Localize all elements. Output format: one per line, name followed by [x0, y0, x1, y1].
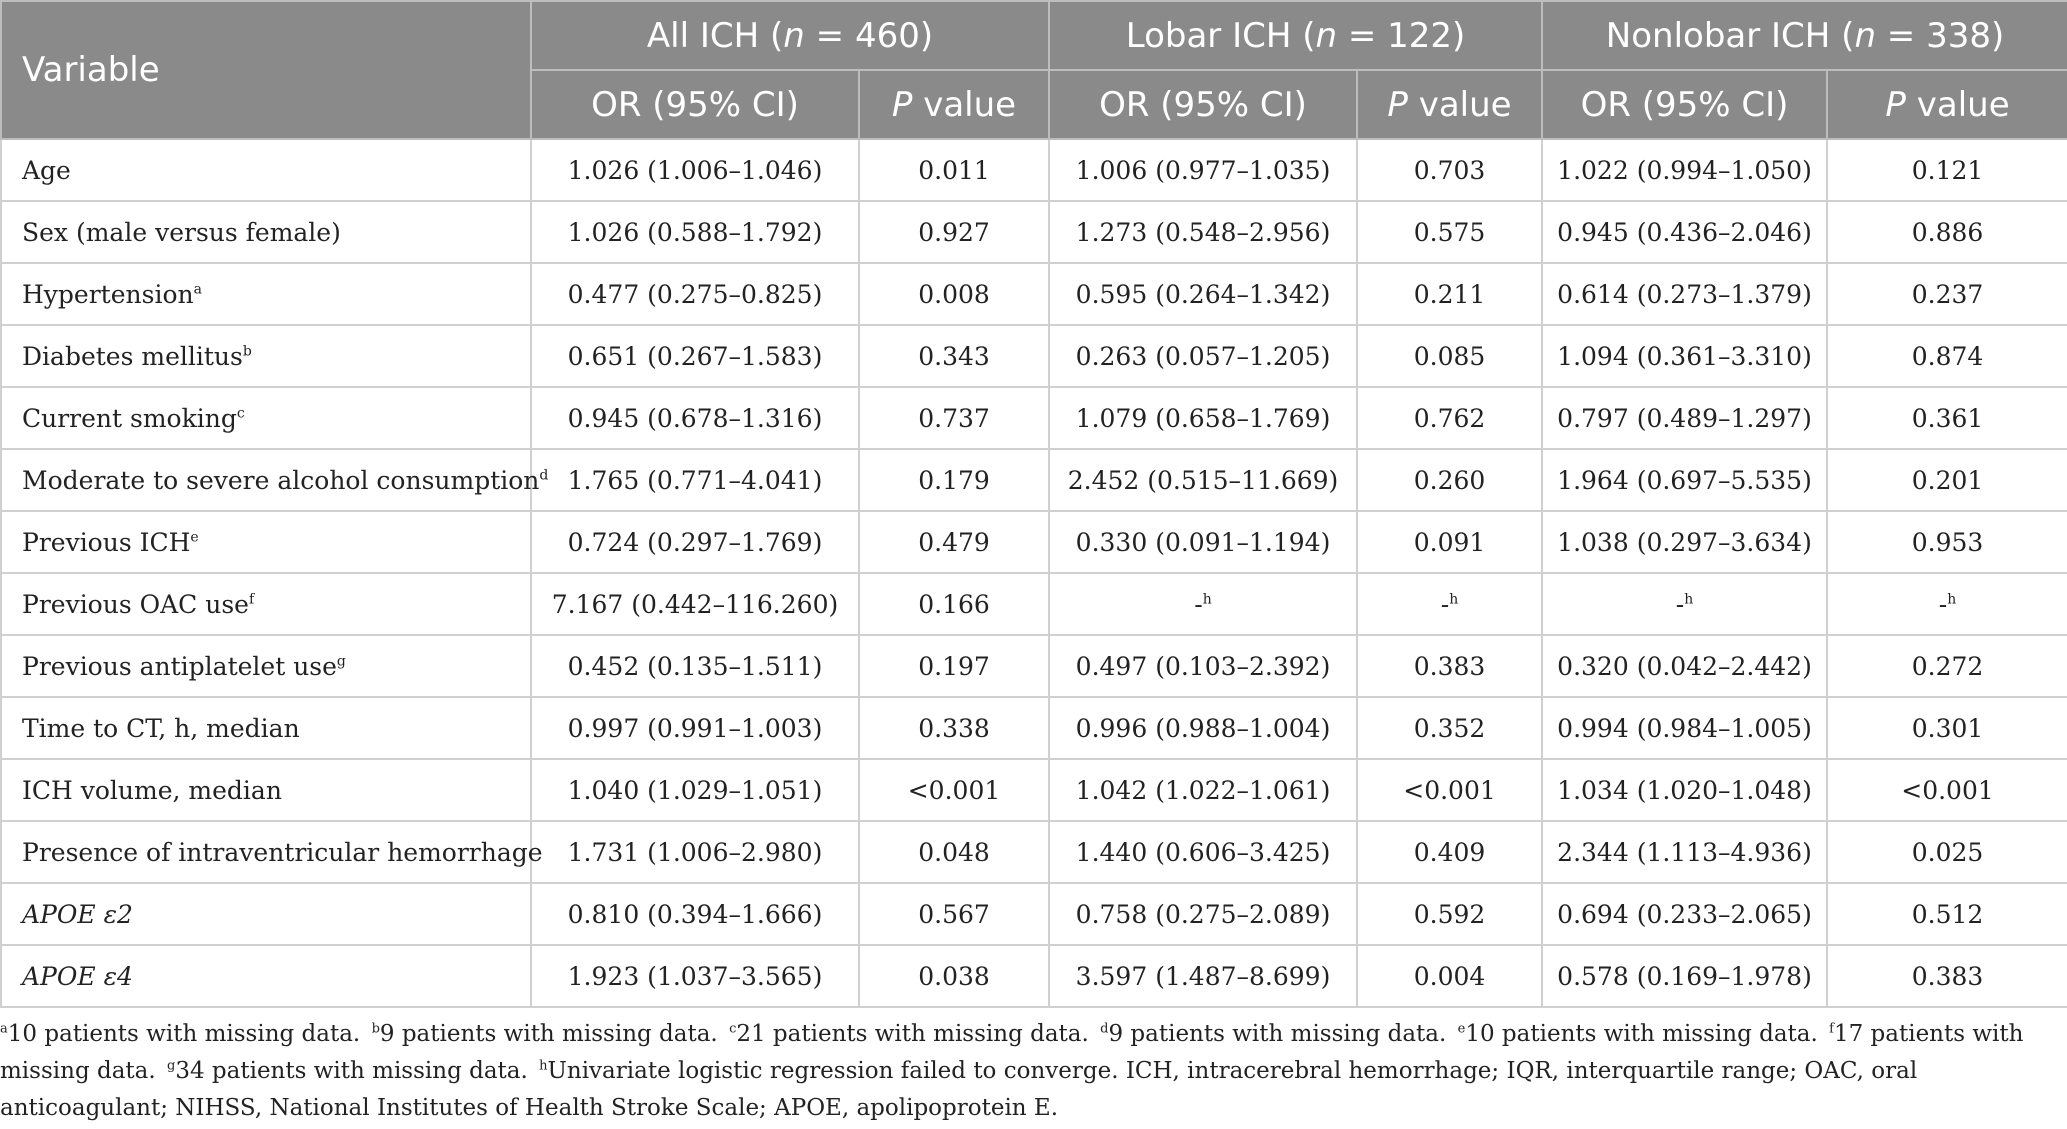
footnote-text: 9 patients with missing data.	[379, 1021, 718, 1047]
variable-label: Presence of intraventricular hemorrhage	[22, 837, 543, 867]
group-n-label: n	[783, 15, 805, 56]
variable-column-header: Variable	[1, 1, 531, 139]
p-value-cell: <0.001	[1357, 759, 1542, 821]
p-value-cell: 0.592	[1357, 883, 1542, 945]
table-row	[1, 697, 2067, 759]
group-header-lobar-ich	[1049, 1, 1542, 70]
footnote-text: Univariate logistic regression failed to converge. ICH, intracerebral hemorrhage; IQR, interquartile range; OAC, oral anticoagulant; NIHSS, National Institutes of Health Stroke Scale; APOE, apolipoprotein E.	[0, 1058, 1918, 1121]
footnote-mark: b	[242, 343, 252, 360]
variable-cell	[1, 821, 543, 883]
table-row	[1, 883, 2067, 945]
group-n-label: n	[1315, 15, 1338, 56]
p-value-cell: 0.011	[859, 139, 1049, 201]
p-value-header: P value	[859, 70, 1049, 139]
footnote	[729, 1021, 1089, 1047]
group-n-label: n	[1854, 15, 1876, 56]
variable-label: APOE ε4	[22, 961, 133, 991]
or-ci-cell: 2.452 (0.515–11.669)	[1049, 449, 1357, 511]
p-value-header: P value	[1357, 70, 1542, 139]
table-row	[1, 387, 2067, 449]
or-ci-cell: 0.810 (0.394–1.666)	[531, 883, 859, 945]
p-value-cell: 0.008	[859, 263, 1049, 325]
or-ci-cell: 1.034 (1.020–1.048)	[1542, 759, 1827, 821]
p-value-cell: 0.260	[1357, 449, 1542, 511]
or-ci-cell: 0.996 (0.988–1.004)	[1049, 697, 1357, 759]
footnote-text: 10 patients with missing data.	[7, 1021, 361, 1047]
group-header-nonlobar-ich	[1542, 1, 2067, 70]
variable-cell	[1, 573, 531, 635]
footnote-text: 17 patients with missing data.	[0, 1021, 2024, 1084]
or-ci-cell: 0.945 (0.678–1.316)	[531, 387, 859, 449]
p-value-cell: 0.038	[859, 945, 1049, 1007]
p-value-cell: 0.179	[859, 449, 1049, 511]
group-header-all-ich	[531, 1, 1049, 70]
or-ci-cell: 1.006 (0.977–1.035)	[1049, 139, 1357, 201]
or-ci-cell: 1.026 (1.006–1.046)	[531, 139, 859, 201]
footnote-mark: f	[248, 591, 255, 608]
variable-cell	[1, 945, 531, 1007]
p-value-cell: 0.703	[1357, 139, 1542, 201]
or-ci-cell: 1.038 (0.297–3.634)	[1542, 511, 1827, 573]
p-value-cell: 0.343	[859, 325, 1049, 387]
group-n-text: = 460)	[804, 15, 934, 56]
or-ci-cell: -$^h$	[1049, 573, 1357, 635]
table-row	[1, 449, 2067, 511]
or-ci-cell: 0.724 (0.297–1.769)	[531, 511, 859, 573]
group-n-text: = 338)	[1876, 15, 2005, 56]
variable-label: Diabetes mellitus	[22, 341, 243, 371]
or-ci-cell: 3.597 (1.487–8.699)	[1049, 945, 1357, 1007]
p-value-cell: 0.567	[859, 883, 1049, 945]
footnote-mark: e	[1457, 1021, 1466, 1037]
p-value-cell: 0.383	[1827, 945, 2067, 1007]
table-row	[1, 945, 2067, 1007]
p-value-cell: 0.197	[859, 635, 1049, 697]
footnote-mark: c	[236, 405, 245, 422]
footnote-mark: b	[371, 1021, 380, 1037]
variable-label: Previous ICH	[22, 527, 191, 557]
p-value-cell: -$^h$	[1827, 573, 2067, 635]
p-value-cell: 0.211	[1357, 263, 1542, 325]
group-label: All ICH (	[646, 15, 784, 56]
p-value-cell: 0.048	[859, 821, 1049, 883]
footnote-text: 10 patients with missing data.	[1465, 1021, 1818, 1047]
p-value-cell: 0.121	[1827, 139, 2067, 201]
or-ci-cell: 1.094 (0.361–3.310)	[1542, 325, 1827, 387]
or-ci-cell: 1.079 (0.658–1.769)	[1049, 387, 1357, 449]
footnote-mark: d	[539, 467, 549, 484]
table-row	[1, 139, 2067, 201]
or-ci-cell: 0.578 (0.169–1.978)	[1542, 945, 1827, 1007]
p-value-header: P value	[1827, 70, 2067, 139]
footnote	[1100, 1021, 1446, 1047]
p-value-cell: 0.166	[859, 573, 1049, 635]
or-ci-cell: 1.964 (0.697–5.535)	[1542, 449, 1827, 511]
footnote	[167, 1058, 528, 1084]
variable-cell	[1, 449, 549, 511]
group-label: Nonlobar ICH (	[1605, 15, 1855, 56]
p-value-cell: 0.201	[1827, 449, 2067, 511]
p-value-cell: <0.001	[1827, 759, 2067, 821]
or-ci-cell: 0.614 (0.273–1.379)	[1542, 263, 1827, 325]
table-row	[1, 201, 2067, 263]
or-ci-cell: 0.330 (0.091–1.194)	[1049, 511, 1357, 573]
variable-label: Moderate to severe alcohol consumption	[22, 465, 540, 495]
or-ci-cell: 0.595 (0.264–1.342)	[1049, 263, 1357, 325]
p-value-cell: 0.361	[1827, 387, 2067, 449]
footnote	[0, 1021, 360, 1047]
variable-label: ICH volume, median	[22, 775, 282, 805]
table-row	[1, 573, 2067, 635]
variable-label: Sex (male versus female)	[22, 217, 341, 247]
or-ci-cell: 0.320 (0.042–2.442)	[1542, 635, 1827, 697]
p-value-cell: 0.301	[1827, 697, 2067, 759]
table-row	[1, 325, 2067, 387]
or-ci-cell: 1.440 (0.606–3.425)	[1049, 821, 1357, 883]
table-body	[1, 139, 2067, 1007]
footnote-mark: h	[539, 1058, 548, 1074]
group-label: Lobar ICH (	[1125, 15, 1316, 56]
footnote-mark: h	[1947, 591, 1957, 608]
variable-cell	[1, 635, 531, 697]
or-ci-cell: 0.994 (0.984–1.005)	[1542, 697, 1827, 759]
table-row	[1, 263, 2067, 325]
or-ci-cell: 0.452 (0.135–1.511)	[531, 635, 859, 697]
or-ci-cell: 1.765 (0.771–4.041)	[531, 449, 859, 511]
table-row	[1, 759, 2067, 821]
p-value-cell: 0.272	[1827, 635, 2067, 697]
p-value-cell: 0.927	[859, 201, 1049, 263]
p-value-cell: 0.886	[1827, 201, 2067, 263]
or-ci-cell: 1.022 (0.994–1.050)	[1542, 139, 1827, 201]
p-value-cell: 0.352	[1357, 697, 1542, 759]
or-ci-cell: 0.651 (0.267–1.583)	[531, 325, 859, 387]
or-ci-cell: 1.040 (1.029–1.051)	[531, 759, 859, 821]
variable-cell	[1, 139, 531, 201]
p-value-cell: 0.762	[1357, 387, 1542, 449]
or-ci-header: OR (95% CI)	[1542, 70, 1827, 139]
p-value-cell: 0.091	[1357, 511, 1542, 573]
variable-label: Current smoking	[22, 403, 237, 433]
p-value-cell: <0.001	[859, 759, 1049, 821]
footnote-mark: c	[729, 1021, 737, 1037]
p-value-cell: 0.025	[1827, 821, 2067, 883]
variable-label: Previous antiplatelet use	[22, 651, 337, 681]
p-value-cell: 0.874	[1827, 325, 2067, 387]
or-ci-cell: 1.731 (1.006–2.980)	[531, 821, 859, 883]
table-row	[1, 821, 2067, 883]
or-ci-cell: 0.477 (0.275–0.825)	[531, 263, 859, 325]
p-value-cell: -$^h$	[1357, 573, 1542, 635]
footnote-text: 9 patients with missing data.	[1108, 1021, 1447, 1047]
p-value-cell: 0.409	[1357, 821, 1542, 883]
or-ci-cell: -$^h$	[1542, 573, 1827, 635]
variable-label: Hypertension	[22, 279, 194, 309]
or-ci-header: OR (95% CI)	[1049, 70, 1357, 139]
footnote-mark: a	[0, 1021, 8, 1037]
footnote-mark: a	[193, 281, 202, 298]
table-header	[1, 1, 2067, 139]
or-ci-header: OR (95% CI)	[531, 70, 859, 139]
or-ci-cell: 1.273 (0.548–2.956)	[1049, 201, 1357, 263]
or-ci-cell: 0.497 (0.103–2.392)	[1049, 635, 1357, 697]
or-ci-cell: 0.758 (0.275–2.089)	[1049, 883, 1357, 945]
footnote	[372, 1021, 718, 1047]
or-ci-cell: 0.945 (0.436–2.046)	[1542, 201, 1827, 263]
variable-cell	[1, 759, 531, 821]
p-value-cell: 0.237	[1827, 263, 2067, 325]
variable-cell	[1, 697, 531, 759]
footnote-mark: f	[1829, 1021, 1834, 1037]
footnote-text: 21 patients with missing data.	[736, 1021, 1089, 1047]
p-value-cell: 0.085	[1357, 325, 1542, 387]
p-value-cell: 0.737	[859, 387, 1049, 449]
table-row	[1, 635, 2067, 697]
variable-cell	[1, 325, 531, 387]
or-ci-cell: 1.042 (1.022–1.061)	[1049, 759, 1357, 821]
variable-label: APOE ε2	[22, 899, 133, 929]
p-value-cell: 0.004	[1357, 945, 1542, 1007]
or-ci-cell: 7.167 (0.442–116.260)	[531, 573, 859, 635]
footnote-mark: h	[1202, 591, 1212, 608]
variable-label: Age	[22, 155, 71, 185]
footnote-text: 34 patients with missing data.	[175, 1058, 528, 1084]
p-value-cell: 0.512	[1827, 883, 2067, 945]
footnote-mark: h	[1449, 591, 1459, 608]
variable-cell	[1, 263, 531, 325]
or-ci-cell: 0.997 (0.991–1.003)	[531, 697, 859, 759]
p-value-cell: 0.383	[1357, 635, 1542, 697]
table-footnotes	[0, 1008, 2040, 1127]
p-value-cell: 0.953	[1827, 511, 2067, 573]
variable-cell	[1, 883, 531, 945]
p-value-cell: 0.575	[1357, 201, 1542, 263]
footnote-mark: g	[167, 1058, 176, 1074]
or-ci-cell: 0.797 (0.489–1.297)	[1542, 387, 1827, 449]
variable-label: Time to CT, h, median	[22, 713, 300, 743]
footnote-mark: e	[190, 529, 199, 546]
variable-cell	[1, 511, 531, 573]
footnote-mark: h	[1684, 591, 1694, 608]
or-ci-cell: 1.026 (0.588–1.792)	[531, 201, 859, 263]
or-ci-cell: 0.694 (0.233–2.065)	[1542, 883, 1827, 945]
variable-cell	[1, 387, 531, 449]
or-ci-cell: 0.263 (0.057–1.205)	[1049, 325, 1357, 387]
p-value-cell: 0.479	[859, 511, 1049, 573]
footnote-mark: g	[336, 653, 346, 670]
or-ci-cell: 2.344 (1.113–4.936)	[1542, 821, 1827, 883]
footnote	[1458, 1021, 1818, 1047]
variable-label: Previous OAC use	[22, 589, 249, 619]
variable-cell	[1, 201, 531, 263]
footnote-mark: d	[1100, 1021, 1109, 1037]
or-ci-cell: 1.923 (1.037–3.565)	[531, 945, 859, 1007]
p-value-cell: 0.338	[859, 697, 1049, 759]
table-row	[1, 511, 2067, 573]
group-n-text: = 122)	[1337, 15, 1466, 56]
